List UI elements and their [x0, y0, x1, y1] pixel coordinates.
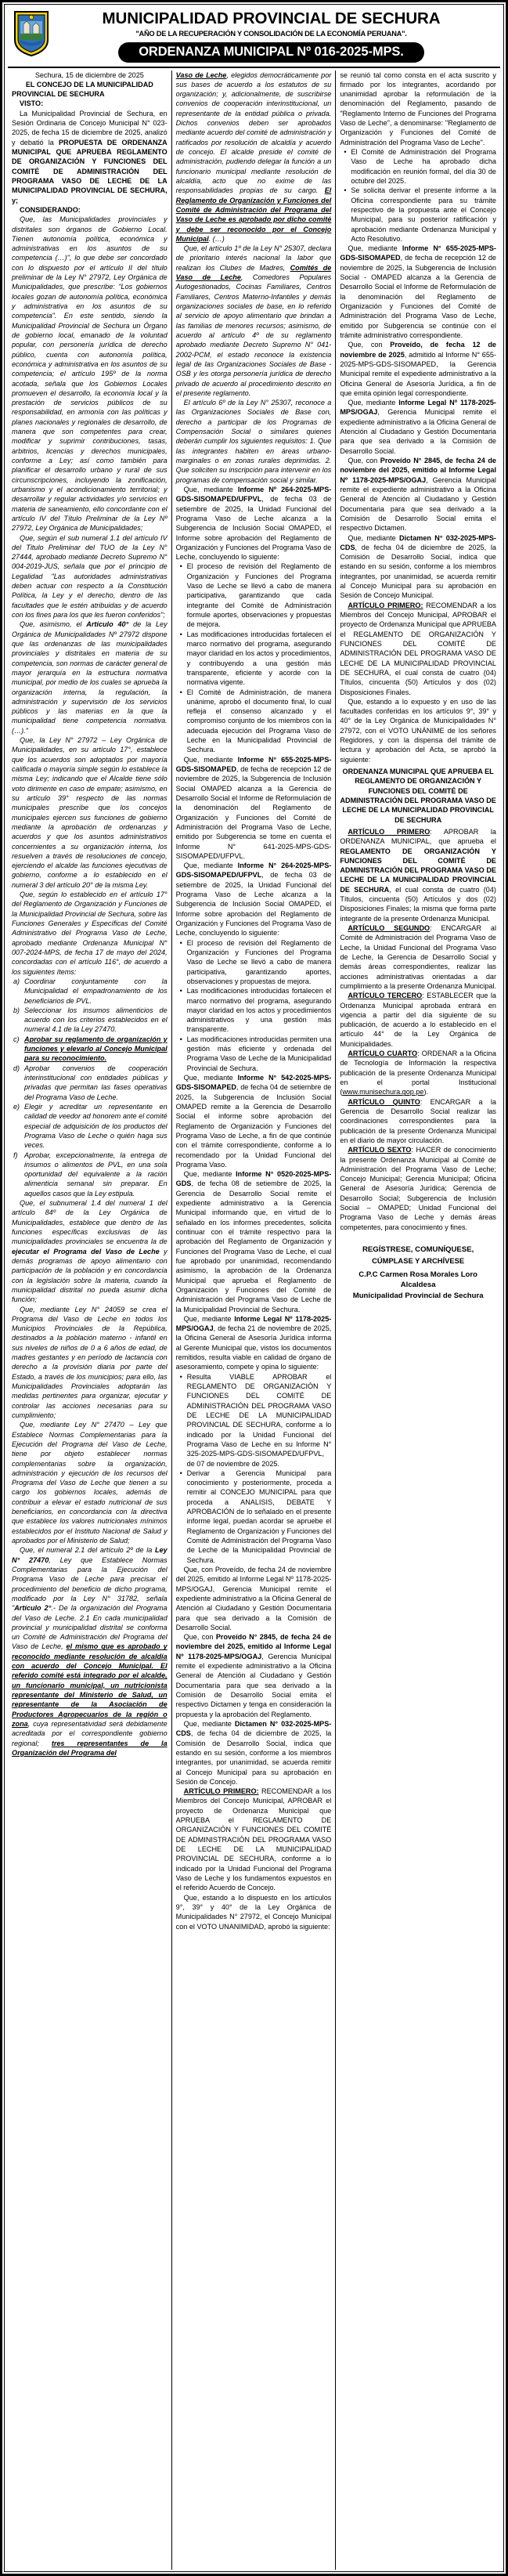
- col2-p13: Que, estando a lo dispuesto en los artículos 9°, 39° y 40° de la Ley Orgánica de Municipalidades N° 27972, el Concejo Municipal con el VOTO UNANIMIDAD, aprobó la siguiente:: [175, 1893, 332, 1931]
- col2-p1: Vaso de Leche, elegidos democráticamente por sus bases de acuerdo a los estatutos de su organización; y, adicionalmente, de suscribirse convenios de cooperación interinstitucional, un representante de la entidad pública o privada. Dichos convenios deben ser aprobados mediante acuerdo del comité de administración y ratificados por resolución de alcaldía y acuerdo de concejo. El alcalde preside el comité de administración, pudiendo delegar la función a un funcionario municipal mediante resolución de alcaldía, acto que no exime de las responsabilidades propias de su cargo. El Reglamento de Organización y Funciones del Comité de Administración del Programa del Vaso de Leche es aprobado por dicho comité y debe ser reconocido por el Concejo Municipal. (…): [175, 70, 332, 243]
- col2-p11: Que, con Proveído N° 2845, de fecha 24 de noviembre del 2025, emitido al Informe Legal Nº 1178-2025-MPS/OGAJ, Gerencia Municipal remite el expediente administrativo a la Oficina General de Atención al Ciudadano y Gestión Documentaria para que sea derivado a la Comisión de Desarrollo Social emita el respectivo Dictamen y tenga en consideración la propuesta y la aprobación del Reglamento.: [175, 1633, 332, 1718]
- col2-p3: El artículo 6º de la Ley N° 25307, reconoce a las Organizaciones Sociales de Base con, derecho a participar de los Programas de Compensación Social o similares quienes deberán cumplir los siguientes requisitos: 1. Que las integrantes habiten en áreas urbano-marginales o en zonas rurales deprimidas. 2. Que soliciten su inscripción para intervenir en los programas de compensación social y similar.: [175, 399, 332, 484]
- col2-p4: Que, mediante Informe Nº 264-2025-MPS-GDS-SISOMAPED/UFPVL, de fecha 03 de setiembre de 2025, la Unidad Funcional del Programa Vaso de Leche alcanza a la Subgerencia de Inclusión Social OMAPED, el Informe sobre aprobación del Reglamento de Organización y Funciones del Programa Vaso de Leche, concluyendo lo siguiente:: [175, 485, 332, 562]
- council-line-1: EL CONCEJO DE LA MUNICIPALIDAD: [25, 80, 153, 89]
- visto-label: VISTO:: [20, 99, 44, 108]
- considerando-p6: Que, el subnumeral 1.4 del numeral 1 del artículo 84º de la Ley Orgánica de Municipalidades, establece que dentro de las funciones específicas exclusivas de las municipalidades provinciales se encuentra la de ejecutar el Programa del Vaso de Leche y demás programas de apoyo alimentario con participación de la población y en concordancia con la legislación sobre la materia, cuando la municipalidad distrital no pueda asumir dicha función;: [12, 1199, 168, 1304]
- council-line-2: PROVINCIAL DE SECHURA: [12, 90, 105, 99]
- ordinance-badge: ORDENANZA MUNICIPAL Nº 016-2025-MPS.: [118, 42, 424, 63]
- legal-opinion-conclusions: [176, 1372, 332, 1565]
- three-column-body: [8, 70, 500, 2570]
- col2-p6: Que, mediante Informe N° 264-2025-MPS-GDS-SISOMAPED/UFPVL, de fecha 03 de setiembre de 2025, la Unidad Funcional del Programa Vaso de Leche alcanza a la Subgerencia de Inclusión Social OMAPED, el Informe sobre aprobación del Reglamento de Organización y Funciones del Programa Vaso de Leche, concluyendo lo siguiente:: [175, 862, 332, 938]
- col3-p6: Que, mediante Dictamen N° 032-2025-MPS-CDS, de fecha 04 de diciembre de 2025, la Comisión de Desarrollo Social, indica que estando en su sesión, conforme a los miembros integrantes, por unanimidad, se acuerda remitir al Concejo Municipal para su aprobación en Sesión de Concejo Municipal.: [340, 533, 496, 600]
- functions-list: [12, 977, 168, 1198]
- articulo-primero: ARTÍCULO PRIMERO: APROBAR la ORDENANZA MUNICIPAL, que aprueba el REGLAMENTO DE ORGANIZACIÓN Y FUNCIONES DEL COMITÉ DE ADMINISTRACIÓN DEL PROGRAMA VASO DE LECHE DE LA MUNICIPALIDAD PROVINCIAL DE SECHURA, el cual consta de cuatro (04) Títulos, cincuenta (50) Artículos y dos (02) Disposiciones Finales; la misma que forma parte integrante de la presente Ordenanza Municipal.: [340, 827, 496, 923]
- articulo-tercero: ARTÍCULO TERCERO: ESTABLECER que la Ordenanza Municipal aprobada entrará en vigencia a partir del día siguiente de su publicación, de acuerdo a lo establecido en el artículo 44° de la Ley Orgánica de Municipalidades.: [340, 992, 496, 1048]
- coat-of-arms-icon: [13, 10, 50, 57]
- considerando-p4: Que, la Ley N° 27972 – Ley Orgánica de Municipalidades, en su artículo 17°, establece que los acuerdos son adoptados por mayoría calificada o mayoría simple según lo establece la misma Ley; indicando que el Alcalde tiene sólo voto dirimente en caso de empate; asimismo, en su artículo 39° respecto de las normas municipales prescribe que los concejos municipales ejercen sus funciones de gobierno mediante la aprobación de ordenanzas y acuerdos y que los asuntos administrativos concernientes a su organización interna, los resuelven a través de resoluciones de concejo, ejerciendo el alcalde las funciones ejecutivas de gobierno, conforme a lo establecido en el numeral 3 del artículo 20° de la misma Ley.: [12, 736, 168, 889]
- list-item: b) Seleccionar los insumos alimenticios de acuerdo con los criterios establecidos en el numeral 4.1 de la Ley 27470.: [13, 1006, 168, 1034]
- list-item: • El Comité de Administración, de manera unánime, aprobó el documento final, lo cual refleja el consenso alcanzado y el compromiso conjunto de los miembros con la adecuada ejecución del Programa Vaso de Leche en la Municipalidad Provincial de Sechura.: [187, 688, 332, 755]
- header-text-block: [50, 9, 492, 63]
- signature-line-1: REGÍSTRESE, COMUNÍQUESE,: [362, 1245, 474, 1255]
- informe-conclusions-1: [176, 562, 332, 754]
- header-divider: [8, 67, 500, 68]
- articulo-cuarto: ARTÍCULO CUARTO: ORDENAR a la Oficina de Tecnología de Información la respectiva publicación de la presente Ordenanza Municipal en el portal Institucional (www.munisechura.gop.pe).: [340, 1050, 496, 1097]
- list-item: a) Coordinar conjuntamente con la Municipalidad el empadronamiento de los beneficiarios de PVL.: [13, 977, 168, 1005]
- considerando-p3: Que, asimismo, el Artículo 40° de la Ley Orgánica de Municipalidades Nº 27972 dispone que las ordenanzas de las municipalidades provinciales y distritales en materia de su competencia, son normas de carácter general de mayor jerarquía en la estructura normativa municipal, por medio de los cuales se aprueba la organización interna, la regulación, la administración y supervisión de los servicios públicos y las materias en la que la municipalidad tiene competencia normativa. (…).": [12, 620, 168, 735]
- ordinance-title-block: ORDENANZA MUNICIPAL QUE APRUEBA EL REGLAMENTO DE ORGANIZACIÓN Y FUNCIONES DEL COMITÉ DE ADMINISTRACIÓN DEL PROGRAMA VASO DE LECHE DE LA MUNICIPALIDAD PROVINCIAL DE SECHURA: [340, 768, 496, 824]
- list-item: • El proceso de revisión del Reglamento de Organización y Funciones del Programa Vaso de Leche se llevó a cabo de manera participativa, garantizando aportes, observaciones y propuestas de mejora.: [187, 938, 332, 987]
- considerando-p5: Que, según lo establecido en el artículo 17° del Reglamento de Organización y Funciones de la Municipalidad Provincial de Sechura, sobre las Funciones Generales y Específicas del Comité Administrativo del Programa Vaso de Leche, aprobado mediante Ordenanza Municipal N° 007-2024-MPS, de fecha 17 de mayo del 2024, concordadas con el artículo 116°, de acuerdo a los siguientes ítems:: [12, 891, 168, 976]
- col2-p8: Que, mediante Informe N° 0520-2025-MPS-GDS, de fecha 08 de setiembre de 2025, la Gerencia de Desarrollo Social remite el expediente administrativo a la Gerencia Municipal informando que, en virtud de lo señalado en los informes precedentes, solicita continuar con el trámite respectivo para la aprobación del Reglamento de Organización y Funciones del Programa Vaso de Leche, el cual fue aprobado por unanimidad, recomendando asimismo, la aprobación de la Ordenanza Municipal que aprueba el Reglamento de Organización y Funciones del Comité de Administración del Programa Vaso de Leche de la Municipalidad Provincial de Sechura.: [175, 1170, 332, 1313]
- considerando-p9: Que, el numeral 2.1 del artículo 2º de la Ley N° 27470, Ley que Establece Normas Complementarias para la Ejecución del Programa Vaso de Leche para precisar el procedimiento del beneficio de dicho programa, modificado por la Ley N° 31782, señala "Artículo 2°.- De la organización del Programa del Vaso de Leche. 2.1 En cada municipalidad provincial y municipalidad distrital se conforma un Comité de Administración del Programa del Vaso de Leche, el mismo que es aprobado y reconocido mediante resolución de alcaldía con acuerdo del Concejo Municipal. El referido comité está integrado por el alcalde, un funcionario municipal, un nutricionista representante del Ministerio de Salud, un representante de la Asociación de Productores Agropecuarios de la región o zona, cuya representatividad será debidamente acreditada por el correspondiente gobierno regional; tres representantes de la Organización del Programa del: [12, 1546, 168, 1757]
- list-item: • Las modificaciones introducidas fortalecen el marco normativo del programa, asegurando mayor claridad en los actos y procedimientos administrativos y una gestión más transparente.: [187, 986, 332, 1035]
- col3-p5: Que, con Proveído N° 2845, de fecha 24 de noviembre del 2025, emitido al Informe Legal Nº 1178-2025-MPS/OGAJ, Gerencia Municipal remite el expediente administrativo a la Oficina General de Atención al Ciudadano y Gestión Documentaria para que sea derivado a la Comisión de Desarrollo Social emita el respectivo Dictamen.: [340, 457, 496, 533]
- document-inner-border: [4, 4, 504, 2572]
- list-item: e) Elegir y acreditar un representante en calidad de veedor ad honorem ante el comité especial de adquisición de los productos del Programa Vaso de Leche o quién haga sus veces.: [13, 1102, 168, 1150]
- considerando-p1: Que, las Municipalidades provinciales y distritales son órganos de Gobierno Local. Tienen autonomía política, económica y administrativas en los asuntos de su competencia (…)", lo que debe ser concordado con lo dispuesto por el artículo II del título preliminar de la Ley N° 27972, Ley Orgánica de Municipalidades, que prescribe: "Los gobiernos locales gozan de autonomía política, económica y administrativa en los asuntos de su competencia". En este sentido, siendo la Municipalidad Provincial de Sechura un Órgano de gobierno local, emanado de la voluntad popular, con personería jurídica de derecho público, cuenta con autonomía política, económica y administrativa en los asuntos de su competencia; el artículo 195º de la norma acotada, señala que los Gobiernos Locales promueven el desarrollo, la economía local y la prestación de servicios públicos de su responsabilidad, en armonía con las políticas y planes nacionales y regionales de desarrollo, de manera que son competentes para crear, modificar y suprimir contribuciones, tasas, arbitrios, licencias y derechos municipales, conforme a Ley; así como también para planificar el desarrollo urbano y rural de sus circunscripciones, incluyendo la zonificación, urbanismo y el acondicionamiento territorial; y desarrollar y regular actividades y/o servicios en materia de saneamiento, ello concordante con el artículo IV del Título Preliminar de la Ley Nº 27972, Ley Orgánica de Municipalidades;: [12, 215, 168, 533]
- place-date: Sechura, 15 de diciembre de 2025: [34, 70, 144, 79]
- document-header: [8, 7, 500, 63]
- col3-articulo-primero-dictamen: ARTÍCULO PRIMERO: RECOMENDAR a los Miembros del Concejo Municipal, APROBAR el proyecto de Ordenanza Municipal que APRUEBA el REGLAMENTO DE ORGANIZACIÓN Y FUNCIONES DEL COMITÉ DE ADMINISTRACIÓN DEL PROGRAMA VASO DE LECHE DE LA MUNICIPALIDAD PROVINCIAL DE SECHURA, el cual consta de cuatro (04) Títulos, cincuenta (50) Artículos y dos (02) Disposiciones Finales.: [340, 601, 496, 696]
- signature-block: [340, 1245, 496, 1302]
- list-item: • Se solicita derivar el presente informe a la Oficina correspondiente para su trámite respectivo de la propuesta ante el Concejo Municipal, para su posterior ratificación y aprobación mediante Ordenanza Municipal y Acto Resolutivo.: [351, 186, 496, 244]
- col2-p2: Que, el artículo 1º de la Ley N° 25307, declara de prioritario interés nacional la labor que realizan los Clubes de Madres, Comités de Vaso de Leche, Comedores Populares Autogestionados, Cocinas Familiares, Centros Familiares, Centros Materno-Infantiles y demás organizaciones sociales de base, en lo referido al servicio de apoyo alimentario que brindan a las familias de menores recursos; asimismo, de acuerdo al artículo 4º de su reglamento aprobado mediante Decreto Supremo N° 041-2002-PCM, el estado reconoce la existencia legal de las Organizaciones Sociales de Base -OSB y les otorga personería jurídica de derecho privado de acuerdo al procedimiento descrito en el presente reglamento.: [175, 244, 332, 397]
- col3-p3: Que, con Proveído, de fecha 12 de noviembre de 2025, admitido al Informe N° 655-2025-MPS-GDS-SISOMAPED, la Gerencia Municipal remite el expediente administrativo a la Oficina General de Asesoría Jurídica, a fin de que emita opinión legal correspondiente.: [340, 341, 496, 397]
- col3-p1: se reunió tal como consta en el acta suscrito y firmado por los integrantes, acordando por unanimidad aprobar la reformulación de la denominación del Reglamento, pasando de "Reglamento Interno de Funciones del Programa Vaso de Leche", a denominarse: "Reglamento de Organización y Funciones del Comité de Administración del Programa Vaso de Leche".: [340, 70, 496, 146]
- col2-p5: Que, mediante Informe N° 655-2025-MPS-GDS-SISOMAPED, de fecha de recepción 12 de noviembre de 2025, la Subgerencia de Inclusión Social OMAPED alcanza a la Gerencia de Desarrollo Social el Informe de Reformulación de la denominación del Reglamento de Organización y Funciones del Comité de Administración del Programa Vaso de Leche, emitido por Subgerencia se tome en cuenta el Informe N° 641-2025-MPS-GDS-SISOMAPED/UFPVL.: [175, 755, 332, 860]
- list-item: • Resulta VIABLE APROBAR el REGLAMENTO DE ORGANIZACIÓN Y FUNCIONES DEL COMITÉ DE ADMINISTRACIÓN DEL PROGRAMA VASO DE LECHE DE LA MUNICIPALIDAD PROVINCIAL DE SECHURA, conforme a lo indicado por la Unidad Funcional del Programa Vaso de Leche en su Informe N° 325-2025-MPS-GDS-SISOMAPED/UFPVL, de 07 de noviembre de 2025.: [187, 1372, 332, 1469]
- considerando-p8: Que, mediante Ley N° 27470 – Ley que Establece Normas Complementarias para la Ejecución del Programa del Vaso de Leche, tiene por objeto establecer normas complementarias sobre la organización, administración y ejecución de los recursos del Programa del Vaso de Leche que tienen a su cargo los gobiernos locales, además de contribuir a elevar el estado nutricional de sus beneficiarios, en concordancia con la directiva que establece los valores nutricionales mínimos establecidos por el Instituto Nacional de Salud y aprobados por el Ministerio de Salud;: [12, 1421, 168, 1545]
- column-two: [172, 70, 337, 2570]
- year-motto: "AÑO DE LA RECUPERACIÓN Y CONSOLIDACIÓN DE LA ECONOMÍA PERUANA".: [135, 29, 407, 38]
- col2-p10: Que, con Proveído, de fecha 24 de noviembre del 2025, emitido al Informe Legal Nº 1178-2025-MPS/OGAJ, Gerencia Municipal remite el expediente administrativo a la Oficina General de Atención al Ciudadano y Gestión Documentaria para que sea derivado a la Comisión de Desarrollo Social.: [175, 1565, 332, 1631]
- column-three: [336, 70, 500, 2570]
- col2-p9: Que, mediante Informe Legal Nº 1178-2025-MPS/OGAJ, de fecha 21 de noviembre de 2025, la Oficina General de Asesoría Jurídica informa al Gerente Municipal que, vistos los documentos remitidos, resulta viable en calidad de órgano de asesoramiento, compete y opina lo siguiente:: [175, 1314, 332, 1371]
- list-item: • El proceso de revisión del Reglamento de Organización y Funciones del Programa Vaso de Leche se llevó a cabo de manera participativa, garantizando que cada integrante del Comité de Administración formule aportes, observaciones y propuestas de mejora.: [187, 562, 332, 629]
- col3-p2: Que, mediante Informe N° 655-2025-MPS-GDS-SISOMAPED, de fecha de recepción 12 de noviembre de 2025, la Subgerencia de Inclusión Social - OMAPED alcanza a la Gerencia de Desarrollo Social el Informe de Reformulación de la denominación del Reglamento de Organización y Funciones del Comité de Administración del Programa Vaso de Leche, emitido por Subgerencia se continúe con el trámite administrativo correspondiente.: [340, 244, 496, 339]
- list-item: c) Aprobar su reglamento de organización y funciones y elevarlo al Concejo Municipal para su reconocimiento.: [13, 1035, 168, 1063]
- list-item: • Las modificaciones introducidas permiten una gestión más eficiente y ordenada del Programa Vaso de Leche de la Municipalidad Provincial de Sechura.: [187, 1035, 332, 1073]
- col3-p7: Que, estando a lo expuesto y en uso de las facultades conferidas en los artículos 9°, 39° y 40° de la Ley Orgánica de Municipalidades N° 27972, con el VOTO UNÁNIME de los señores Regidores, y con la dispensa del trámite de lectura y aprobación del Acta, se aprobó la siguiente:: [340, 697, 496, 764]
- list-item: f) Aprobar, excepcionalmente, la entrega de insumos o alimentos de PVL, en una sola oportunidad del equivalente a la ración alimenticia semanal sin preparar. En aquellos casos que la Ley estipula.: [13, 1151, 168, 1198]
- col3-p4: Que, mediante Informe Legal Nº 1178-2025-MPS/OGAJ, Gerencia Municipal remite el expediente administrativo a la Oficina General de Atención al Ciudadano y Gestión Documentaria para que sea derivado a la Comisión de Desarrollo Social.: [340, 399, 496, 455]
- col3-bullets: [340, 147, 496, 244]
- portal-link[interactable]: www.munisechura.gop.pe: [342, 1088, 424, 1097]
- signatory-org: Municipalidad Provincial de Sechura: [352, 1292, 484, 1301]
- organization-name: MUNICIPALIDAD PROVINCIAL DE SECHURA: [102, 9, 441, 27]
- considerando-p2: Que, según el sub numeral 1.1 del artículo IV del Titulo Preliminar del TUO de la Ley N° 27444, aprobado mediante Decreto Supremo N° 004-2019-JUS, señala que por el principio de Legalidad "Las autoridades administrativas deben actuar con respecto a la Constitución Política, la Ley y el derecho, dentro de las facultades que le estén atribuidas y de acuerdo con los fines para los que les fueron conferidos";: [12, 533, 168, 620]
- col2-articulo-primero: ARTÍCULO PRIMERO: RECOMENDAR a los Miembros del Concejo Municipal, APROBAR el proyecto de Ordenanza Municipal que APRUEBA el REGLAMENTO DE ORGANIZACIÓN Y FUNCIONES DEL COMITÉ DE ADMINISTRACIÓN DEL PROGRAMA VASO DE LECHE DE LA MUNICIPALIDAD PROVINCIAL DE SECHURA, conforme a lo indicado por la Unidad Funcional del Programa Vaso de Leche y los fundamentos expuestos en el referido Acuerdo de Concejo.: [175, 1787, 332, 1892]
- signatory-name: C.P.C Carmen Rosa Morales Loro: [358, 1270, 478, 1279]
- informe-conclusions-2: [176, 938, 332, 1073]
- list-item: • El Comité de Administración del Programa Vaso de Leche ha aprobado dicha modificación en reunión formal, del día 30 de octubre del 2025.: [351, 147, 496, 186]
- list-item: • Las modificaciones introducidas fortalecen el marco normativo del programa, asegurando mayor claridad en los actos y procedimientos, y contribuyendo a una gestión más transparente, eficiente y acorde con la normativa vigente.: [187, 630, 332, 688]
- signatory-role: Alcaldesa: [400, 1281, 436, 1290]
- list-item: • Derivar a Gerencia Municipal para conocimiento y posteriormente, proceda a remitir al CONCEJO MUNICIPAL para que proceda a ANALISIS, DEBATE Y APROBACIÓN de lo señalado en el presente informe legal, puedan acordar se apruebe el Reglamento de Organización y Funciones del Comité de Administración del Programa Vaso de Leche de la Municipalidad Provincial de Sechura.: [187, 1469, 332, 1565]
- considerando-label: CONSIDERANDO:: [20, 205, 81, 214]
- signature-line-2: CÚMPLASE Y ARCHÍVESE: [372, 1255, 465, 1265]
- col2-p7: Que, mediante Informe N° 542-2025-MPS-GDS-SISOMAPED, de fecha 04 de setiembre de 2025, la Subgerencia de Inclusión Social OMAPED remite a la Gerencia de Desarrollo Social el informe sobre aprobación del Reglamento de Organización y Funciones del Programa Vaso de Leche, a fin de que continúe con el trámite correspondiente, conforme a lo recomendado por la Unidad Funcional del Programa Vaso.: [175, 1074, 332, 1169]
- articulo-segundo: ARTÍCULO SEGUNDO: ENCARGAR al Comité de Administración del Programa Vaso de Leche, la Unidad Funcional del Programa Vaso de Leche, la Gerencia de Desarrollo Social y demás áreas correspondientes, realizar las acciones administrativas orientadas a dar cumplimiento a la presente Ordenanza Municipal.: [340, 924, 496, 990]
- considerando-p7: Que, mediante Ley N° 24059 se crea el Programa del Vaso de Leche en todos los Municipios Provinciales de la República, destinados a la población materno - infantil en sus niveles de niños de 0 a 6 años de edad, de madres gestantes y en período de lactancia con derecho a la provisión diaria por parte del Estado, a través de los municipios; para ello, las Municipalidades Provinciales adoptarán las medidas pertinentes para organizar, ejecutar y controlar las acciones necesarias para su cumplimiento;: [12, 1305, 168, 1419]
- articulo-sexto: ARTÍCULO SEXTO: HACER de conocimiento la presente Ordenanza Municipal al Comité de Administración del Programa Vaso de Leche; Concejo Municipal; Gerencia Municipal; Oficina General de Asesoría Jurídica; Gerencia de Desarrollo Social; Subgerencia de Inclusión Social – OMAPED; Unidad Funcional del Programa Vaso de Leche y demás áreas competentes, para conocimiento y fines.: [340, 1146, 496, 1231]
- list-item: d) Aprobar convenios de cooperación interinstitucional con entidades públicas y privadas que permitan las fases operativas del Programa Vaso de Leche.: [13, 1064, 168, 1101]
- visto-paragraph: La Municipalidad Provincial de Sechura, en Sesión Ordinaria de Concejo Municipal N° 023-2025, de fecha 15 de diciembre de 2025, analizó y debatió la PROPUESTA DE ORDENANZA MUNICIPAL QUE APRUEBA REGLAMENTO DE ORGANIZACIÓN Y FUNCIONES DEL COMITÉ DE ADMINISTRACIÓN DEL PROGRAMA VASO DE LECHE DE LA MUNICIPALIDAD PROVINCIAL DE SECHURA, y;: [12, 109, 168, 204]
- column-one: [8, 70, 172, 2570]
- col2-p12: Que, mediante Dictamen N° 032-2025-MPS-CDS, de fecha 04 de diciembre de 2025, la Comisión de Desarrollo Social, indica que estando en su sesión, conforme a los miembros integrantes, por unanimidad, se acuerda remitir al Concejo Municipal para su aprobación en Sesión de Concejo.: [175, 1719, 332, 1786]
- articulo-quinto: ARTÍCULO QUINTO: ENCARGAR a la Gerencia de Desarrollo Social realizar las coordinaciones correspondientes para la publicación de la presente Ordenanza Municipal en el diario de mayor circulación.: [340, 1097, 496, 1144]
